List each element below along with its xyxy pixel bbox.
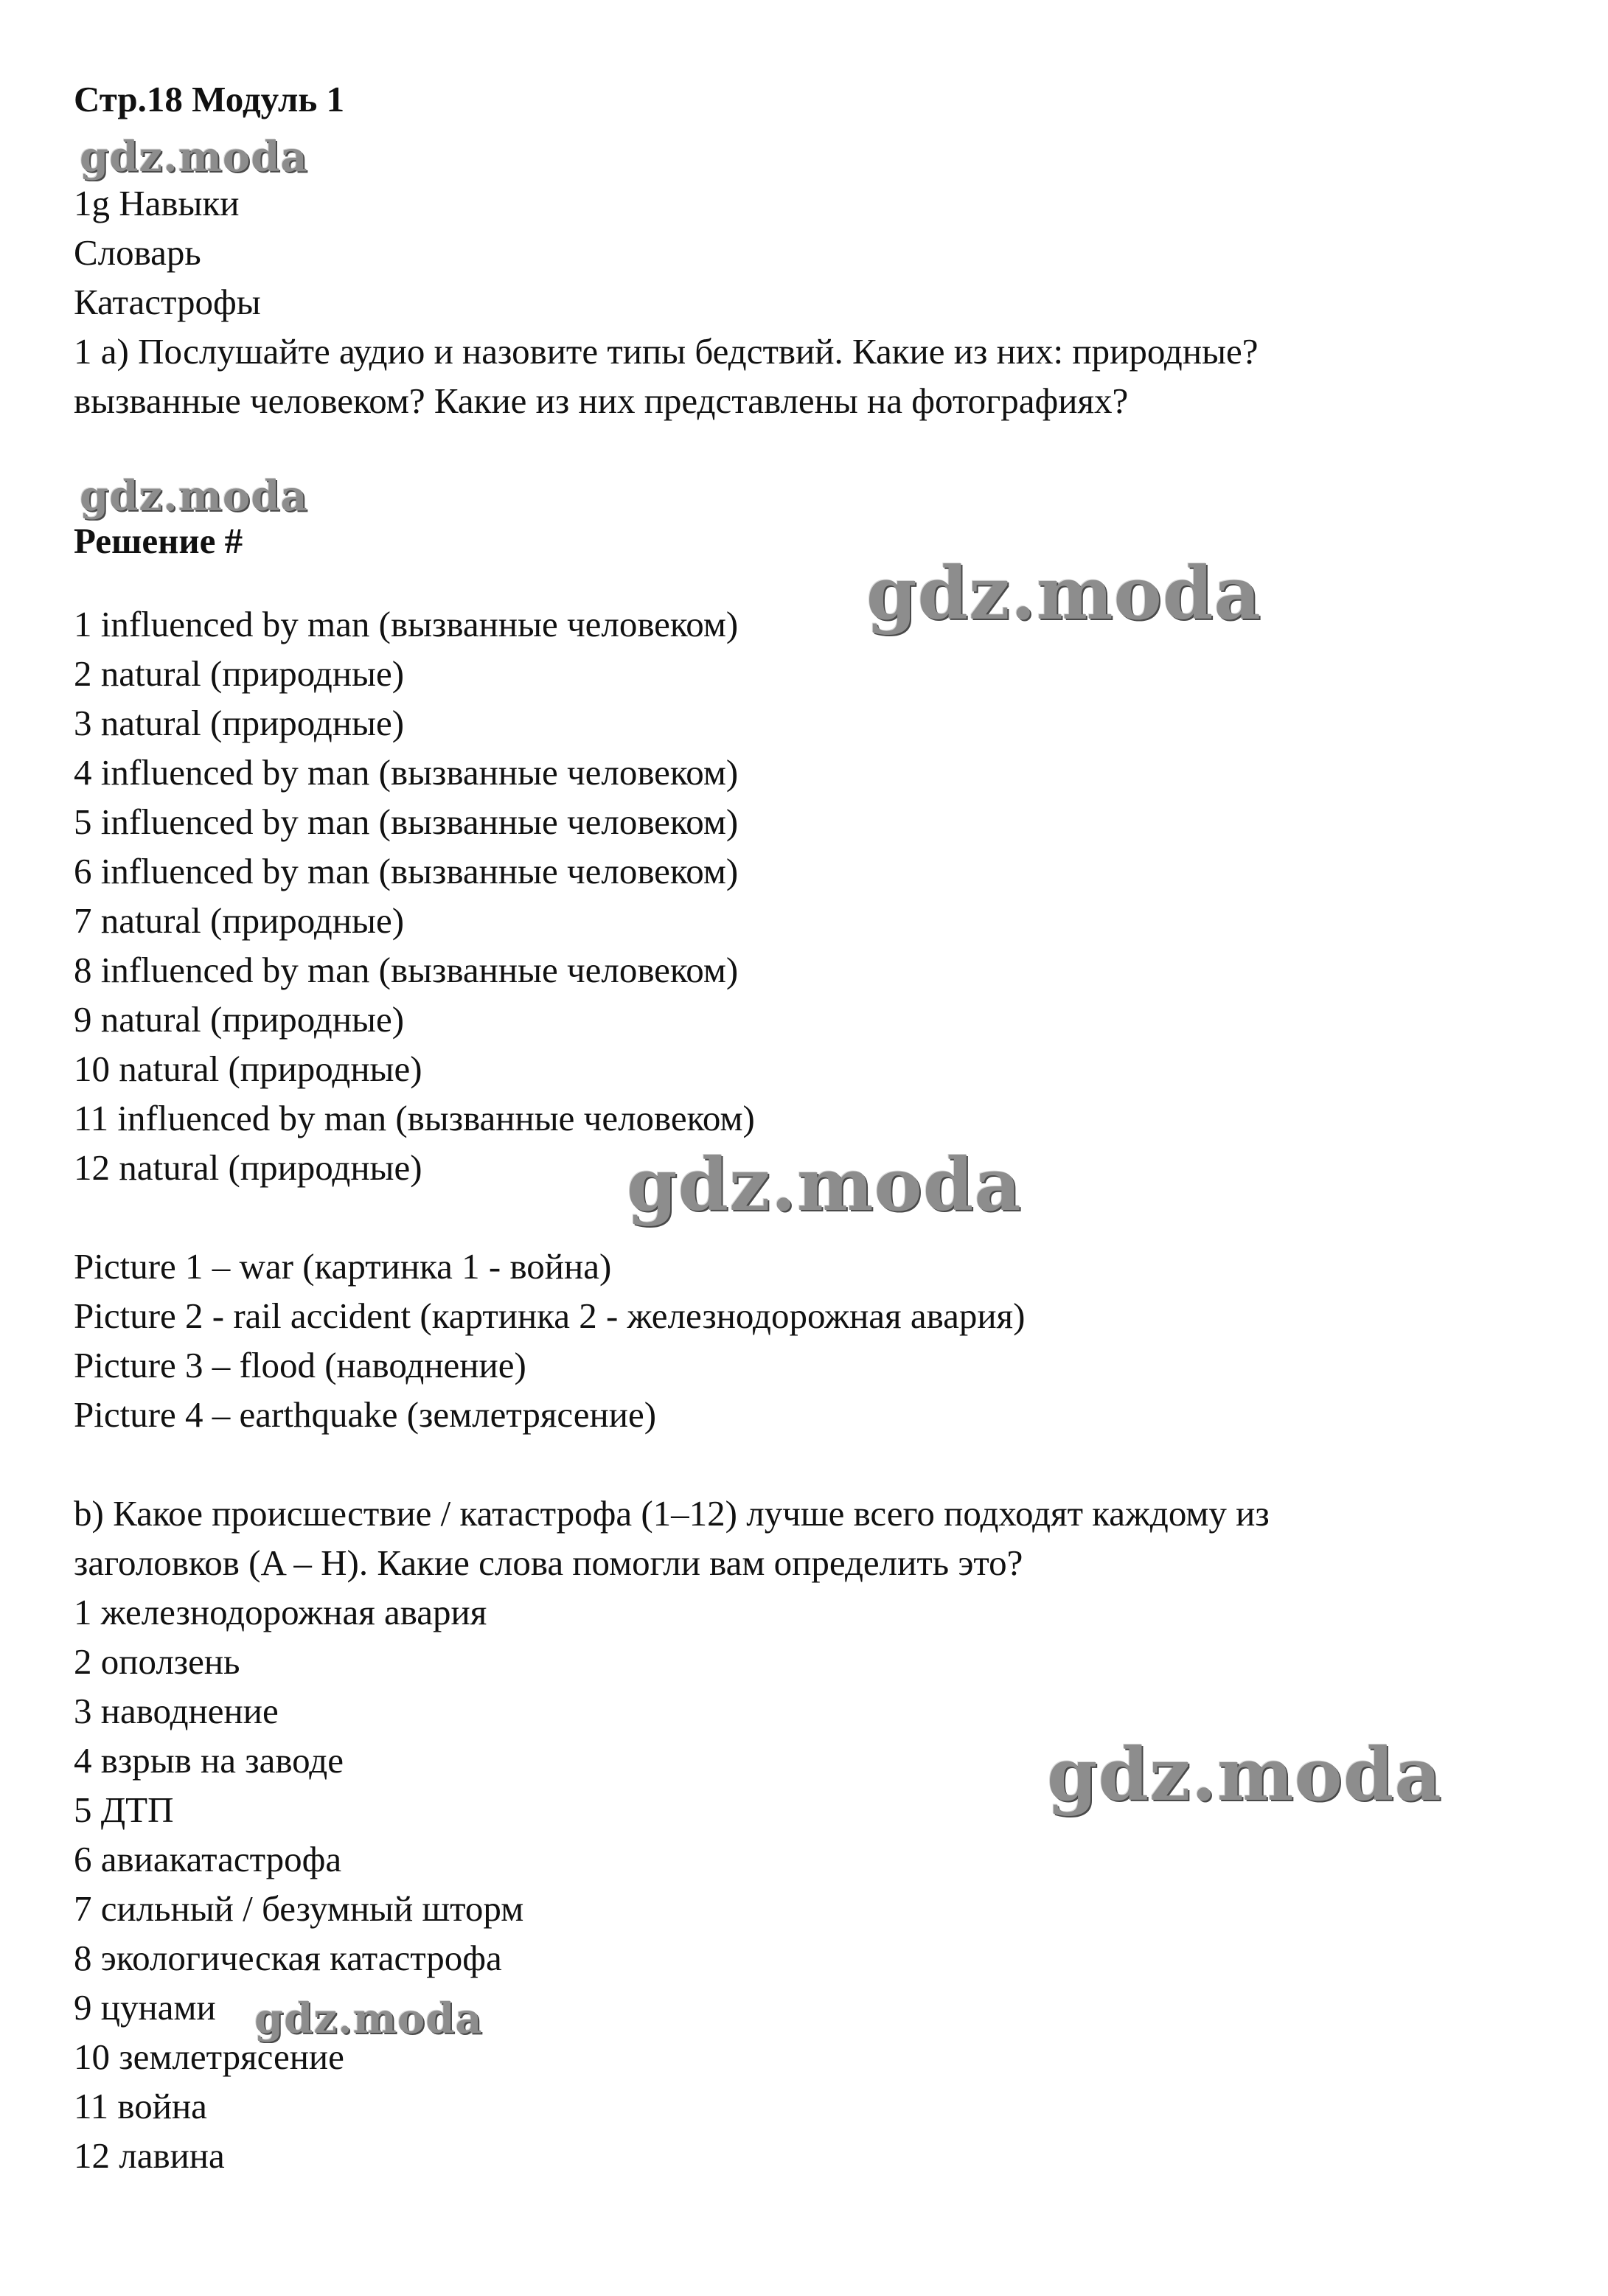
answer-line: 7 natural (природные) (74, 900, 405, 941)
answer-line: 2 natural (природные) (74, 653, 405, 694)
task-b-text: b) Какое происшествие / катастрофа (1–12) лучше всего подходят каждому из (74, 1493, 1270, 1534)
task-a-text: вызванные человеком? Какие из них представлены на фотографиях? (74, 380, 1129, 421)
section-label: 1g Навыки (74, 183, 240, 223)
task-b-text: заголовков (A – H). Какие слова помогли вам определить это? (74, 1542, 1023, 1583)
answer-line: 9 natural (природные) (74, 999, 405, 1040)
answer-line: 4 influenced by man (вызванные человеком) (74, 752, 739, 793)
answer-line: 6 авиакатастрофа (74, 1839, 342, 1879)
picture-line: Picture 4 – earthquake (землетрясение) (74, 1394, 657, 1435)
answer-line: 10 natural (природные) (74, 1048, 422, 1089)
picture-line: Picture 3 – flood (наводнение) (74, 1345, 526, 1385)
topic-label: Катастрофы (74, 282, 261, 322)
answer-line: 5 ДТП (74, 1789, 174, 1830)
answer-line: 8 экологическая катастрофа (74, 1938, 502, 1978)
watermark: gdz.moda (1047, 1733, 1442, 1817)
answer-line: 1 influenced by man (вызванные человеком) (74, 604, 739, 644)
answer-line: 8 influenced by man (вызванные человеком) (74, 950, 739, 990)
page-title: Стр.18 Модуль 1 (74, 79, 345, 119)
answer-line: 12 natural (природные) (74, 1147, 422, 1188)
answer-line: 12 лавина (74, 2135, 225, 2176)
answer-line: 9 цунами (74, 1987, 216, 2028)
answer-line: 11 война (74, 2086, 207, 2126)
vocab-label: Словарь (74, 232, 201, 273)
answer-line: 10 землетрясение (74, 2036, 344, 2077)
task-a-text: 1 a) Послушайте аудио и назовите типы бедствий. Какие из них: природные? (74, 331, 1259, 372)
watermark: gdz.moda (80, 133, 308, 181)
answer-line: 4 взрыв на заводе (74, 1740, 344, 1781)
watermark: gdz.moda (80, 472, 308, 521)
answer-line: 11 influenced by man (вызванные человеком) (74, 1098, 755, 1138)
answer-line: 5 influenced by man (вызванные человеком) (74, 801, 739, 842)
answer-line: 2 оползень (74, 1641, 240, 1682)
solution-heading: Решение # (74, 521, 243, 561)
picture-line: Picture 2 - rail accident (картинка 2 - железнодорожная авария) (74, 1295, 1026, 1336)
answer-line: 6 influenced by man (вызванные человеком) (74, 851, 739, 891)
watermark: gdz.moda (627, 1143, 1022, 1228)
watermark: gdz.moda (866, 552, 1261, 636)
picture-line: Picture 1 – war (картинка 1 - война) (74, 1246, 612, 1287)
answer-line: 7 сильный / безумный шторм (74, 1888, 524, 1929)
answer-line: 1 железнодорожная авария (74, 1592, 487, 1632)
answer-line: 3 наводнение (74, 1691, 279, 1731)
watermark: gdz.moda (254, 1994, 483, 2043)
answer-line: 3 natural (природные) (74, 703, 405, 743)
